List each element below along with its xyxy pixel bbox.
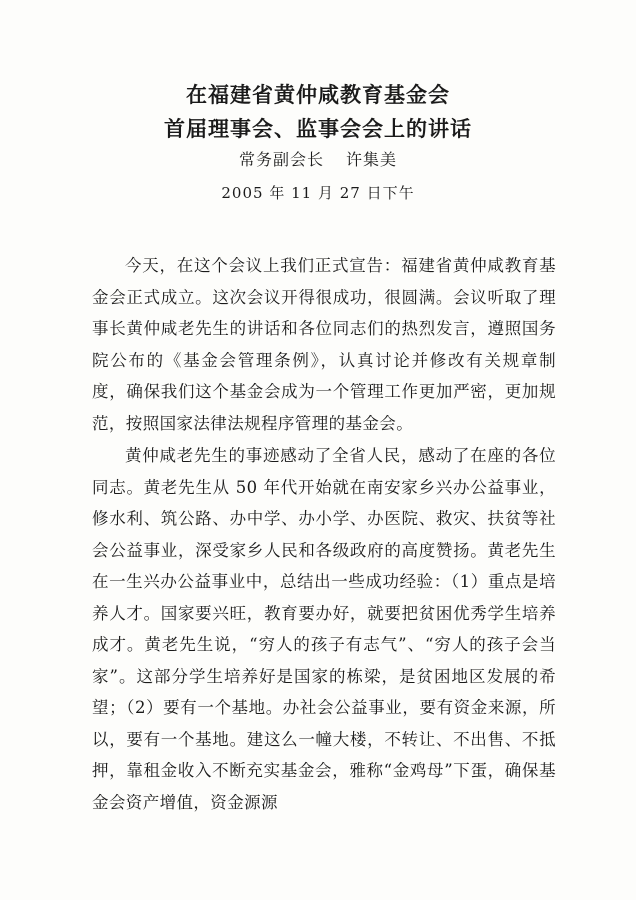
- speaker-role: 常务副会长: [238, 150, 324, 169]
- speaker-byline: [0, 152, 636, 168]
- speaker-name: 许集美: [346, 150, 398, 169]
- document-title-line1: 在福建省黄仲咸教育基金会: [186, 82, 450, 107]
- speech-paragraph-1: 今天，在这个会议上我们正式宣告：福建省黄仲咸教育基金会正式成立。这次会议开得很成功，很圆满。会议听取了理事长黄仲咸老先生的讲话和各位同志们的热烈发言，遵照国务院公布的《基金会管理条例》，认真讨论并修改有关规章制度，确保我们这个基金会成为一个管理工作更加严密，更加规范，按照国家法律法规程序管理的基金会。: [92, 256, 556, 433]
- speech-paragraph-2: 黄仲咸老先生的事迹感动了全省人民，感动了在座的各位同志。黄老先生从 50 年代开始就在南安家乡兴办公益事业，修水利、筑公路、办中学、办小学、办医院、救灾、扶贫等社会公益事业，深受家乡人民和各级政府的高度赞扬。黄老先生在一生兴办公益事业中，总结出一些成功经验：（1）重点是培养人才。国家要兴旺，教育要办好，就要把贫困优秀学生培养成才。黄老先生说，“穷人的孩子有志气”、“穷人的孩子会当家”。这部分学生培养好是国家的栋梁，是贫困地区发展的希望；（2）要有一个基地。办社会公益事业，要有资金来源，所以，要有一个基地。建这么一幢大楼，不转让、不出售、不抵押，靠租金收入不断充实基金会，雅称“金鸡母”下蛋，确保基金会资产增值，资金源源: [92, 446, 556, 812]
- speech-date: 2005 年 11 月 27 日下午: [221, 184, 415, 202]
- speech-body: [92, 250, 556, 818]
- document-title-line2: 首届理事会、监事会会上的讲话: [164, 116, 472, 141]
